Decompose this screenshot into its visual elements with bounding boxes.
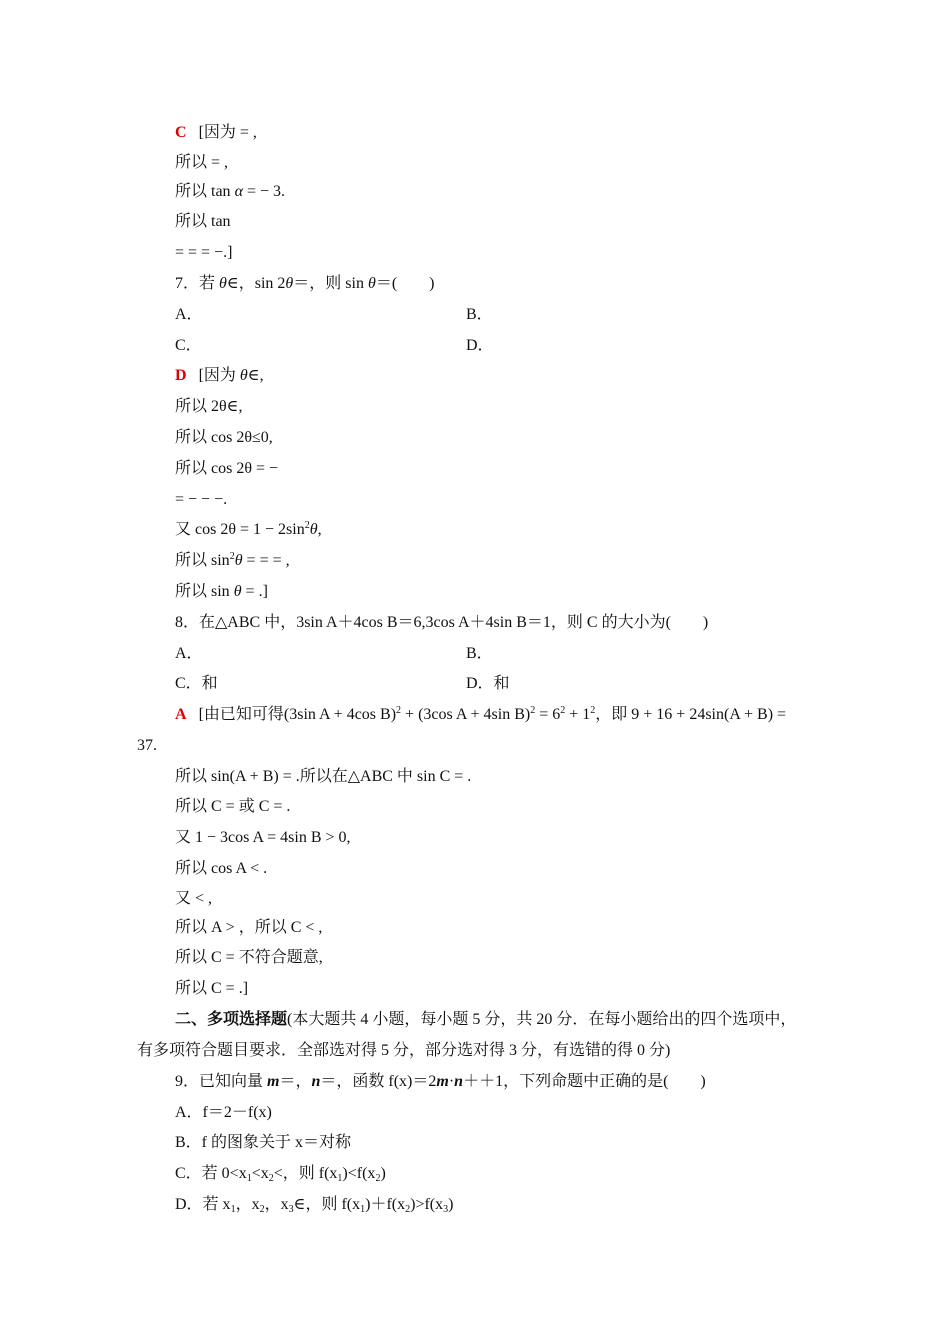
q9-text: ) [380, 1165, 386, 1182]
q9-option-b: B．f 的图象关于 x＝对称 [175, 1134, 352, 1151]
q8-solution-line-1-cont: 37. [137, 737, 157, 754]
q9-subscript: 1 [337, 1173, 343, 1184]
q8-solution-line-2: 所以 sin(A + B) = .所以在△ABC 中 sin C = . [175, 768, 472, 785]
q7-text: [因为 [198, 367, 240, 384]
q7-theta: θ [219, 275, 227, 292]
q8-superscript: 2 [560, 705, 566, 716]
q9-option-d [175, 1195, 453, 1215]
q7-text: 所以 sin [175, 583, 234, 600]
q9-subscript: 2 [259, 1204, 265, 1215]
q6-solution-line-2 [175, 153, 228, 173]
q7-solution-line-1 [175, 366, 264, 386]
section2-heading: 二、多项选择题 [175, 1011, 288, 1028]
q9-text: ∈，则 f(x [293, 1196, 361, 1213]
q7-theta: θ [309, 521, 318, 538]
q8-superscript: 2 [530, 705, 536, 716]
q7-theta: θ [234, 552, 243, 569]
q7-solution-line-7 [175, 551, 290, 571]
q9-text: <x [251, 1165, 269, 1182]
q8-solution-line-8: 所以 C = 不符合题意, [175, 949, 323, 966]
q7-text: ∈, [247, 367, 264, 384]
q6-text: 所以 = , [175, 154, 229, 171]
q6-alpha: α [234, 183, 243, 200]
q7-text: = .] [241, 583, 268, 600]
q7-answer-letter: D [175, 367, 187, 384]
q7-solution-line-5: = − − −. [175, 491, 228, 508]
q6-solution-line-3 [175, 182, 285, 202]
q8-option-d: D．和 [466, 675, 510, 692]
q7-text: , [317, 521, 322, 538]
q9-text: )<f(x [342, 1165, 376, 1182]
q8-text: + 1 [565, 706, 591, 723]
q6-solution-line-4 [175, 212, 231, 232]
q7-text: ＝，则 sin [293, 275, 368, 292]
q7-option-a: A． [175, 306, 203, 323]
q9-text: · [448, 1073, 455, 1090]
q9-text: ) [448, 1196, 454, 1213]
q7-text: ＝( ) [375, 275, 435, 292]
q7-solution-line-4: 所以 cos 2θ = − [175, 460, 279, 477]
q7-stem [175, 274, 434, 294]
q7-text: ∈，sin 2 [226, 275, 286, 292]
q8-option-b: B． [466, 645, 493, 662]
q7-theta: θ [239, 367, 248, 384]
q9-text: ＝，函数 f(x)＝2 [320, 1073, 437, 1090]
section2-description-cont: 有多项符合题目要求．全部选对得 5 分，部分选对得 3 分，有选错的得 0 分) [137, 1042, 671, 1059]
section2-heading-line [175, 1010, 796, 1030]
q9-text: D．若 x [175, 1196, 231, 1213]
q6-text: = − 3. [242, 183, 286, 200]
q9-subscript: 1 [360, 1204, 366, 1215]
q8-text: = 6 [535, 706, 561, 723]
q9-subscript: 1 [230, 1204, 236, 1215]
q8-answer-letter: A [175, 706, 187, 723]
q8-text: [由已知可得(3sin A + 4cos B) [198, 706, 397, 723]
q8-solution-line-9: 所以 C = .] [175, 980, 249, 997]
q9-text: )>f(x [410, 1196, 444, 1213]
q6-answer-letter: C [175, 124, 187, 141]
q9-vector-m: m [267, 1073, 280, 1090]
q9-text: <，则 f(x [273, 1165, 338, 1182]
q7-theta: θ [233, 583, 242, 600]
q7-option-b: B． [466, 306, 493, 323]
q7-superscript: 2 [229, 551, 235, 562]
q9-subscript: 2 [268, 1173, 274, 1184]
q7-text: 所以 sin [175, 552, 230, 569]
q9-subscript: 1 [246, 1173, 252, 1184]
q9-subscript: 2 [375, 1173, 381, 1184]
q7-solution-line-6 [175, 520, 322, 540]
q8-option-c: C．和 [175, 675, 218, 692]
q7-solution-line-3: 所以 cos 2θ≤0, [175, 429, 273, 446]
q8-solution-line-5: 所以 cos A < . [175, 860, 268, 877]
q7-theta: θ [367, 275, 376, 292]
q9-vector-n: n [454, 1073, 464, 1090]
q9-text: 9．已知向量 [175, 1073, 268, 1090]
q8-option-a: A． [175, 645, 203, 662]
q9-text: ＝， [279, 1073, 312, 1090]
q8-solution-line-7: 所以 A > ，所以 C < , [175, 919, 323, 936]
q7-option-c: C． [175, 337, 202, 354]
q6-solution-line-5 [175, 243, 232, 263]
q6-text: = = = −.] [175, 244, 233, 261]
q7-text: 又 cos 2θ = 1 − 2sin [175, 521, 305, 538]
q9-subscript: 3 [443, 1204, 449, 1215]
q8-superscript: 2 [590, 705, 596, 716]
q8-solution-line-6: 又 < , [175, 890, 213, 907]
q9-stem [175, 1072, 706, 1092]
q9-text: )＋f(x [365, 1196, 406, 1213]
q7-option-d: D． [466, 337, 494, 354]
q7-theta: θ [285, 275, 294, 292]
q8-solution-line-4: 又 1 − 3cos A = 4sin B > 0, [175, 829, 351, 846]
q8-stem: 8．在△ABC 中，3sin A＋4cos B＝6,3cos A＋4sin B＝1，则 C 的大小为( ) [175, 614, 709, 631]
q6-solution-line-1 [175, 123, 257, 143]
q8-text: ，即 9 + 16 + 24sin(A + B) = [595, 706, 787, 723]
section2-description: (本大题共 4 小题，每小题 5 分，共 20 分．在每小题给出的四个选项中， [287, 1011, 797, 1028]
q8-solution-line-3: 所以 C = 或 C = . [175, 798, 291, 815]
q9-subscript: 3 [288, 1204, 294, 1215]
q9-option-c [175, 1164, 386, 1184]
q8-text: + (3cos A + 4sin B) [401, 706, 531, 723]
q9-text: ，x [235, 1196, 260, 1213]
q9-vector-n: n [311, 1073, 321, 1090]
q9-subscript: 2 [405, 1204, 411, 1215]
q9-vector-m: m [436, 1073, 449, 1090]
q7-solution-line-2: 所以 2θ∈, [175, 398, 243, 415]
q8-superscript: 2 [396, 705, 402, 716]
q7-solution-line-8 [175, 582, 268, 602]
q6-text: 所以 tan [175, 213, 231, 230]
q7-text: 7．若 [175, 275, 220, 292]
q9-text: ，x [264, 1196, 289, 1213]
q7-text: = = = , [242, 552, 290, 569]
q6-text: [因为 = , [198, 124, 257, 141]
q8-solution-line-1 [175, 705, 786, 725]
q7-superscript: 2 [304, 520, 310, 531]
q9-text: C．若 0<x [175, 1165, 247, 1182]
q9-option-a: A．f＝2－f(x) [175, 1104, 272, 1121]
q6-text: 所以 tan [175, 183, 235, 200]
q9-text: ＋＋1，下列命题中正确的是( ) [463, 1073, 706, 1090]
